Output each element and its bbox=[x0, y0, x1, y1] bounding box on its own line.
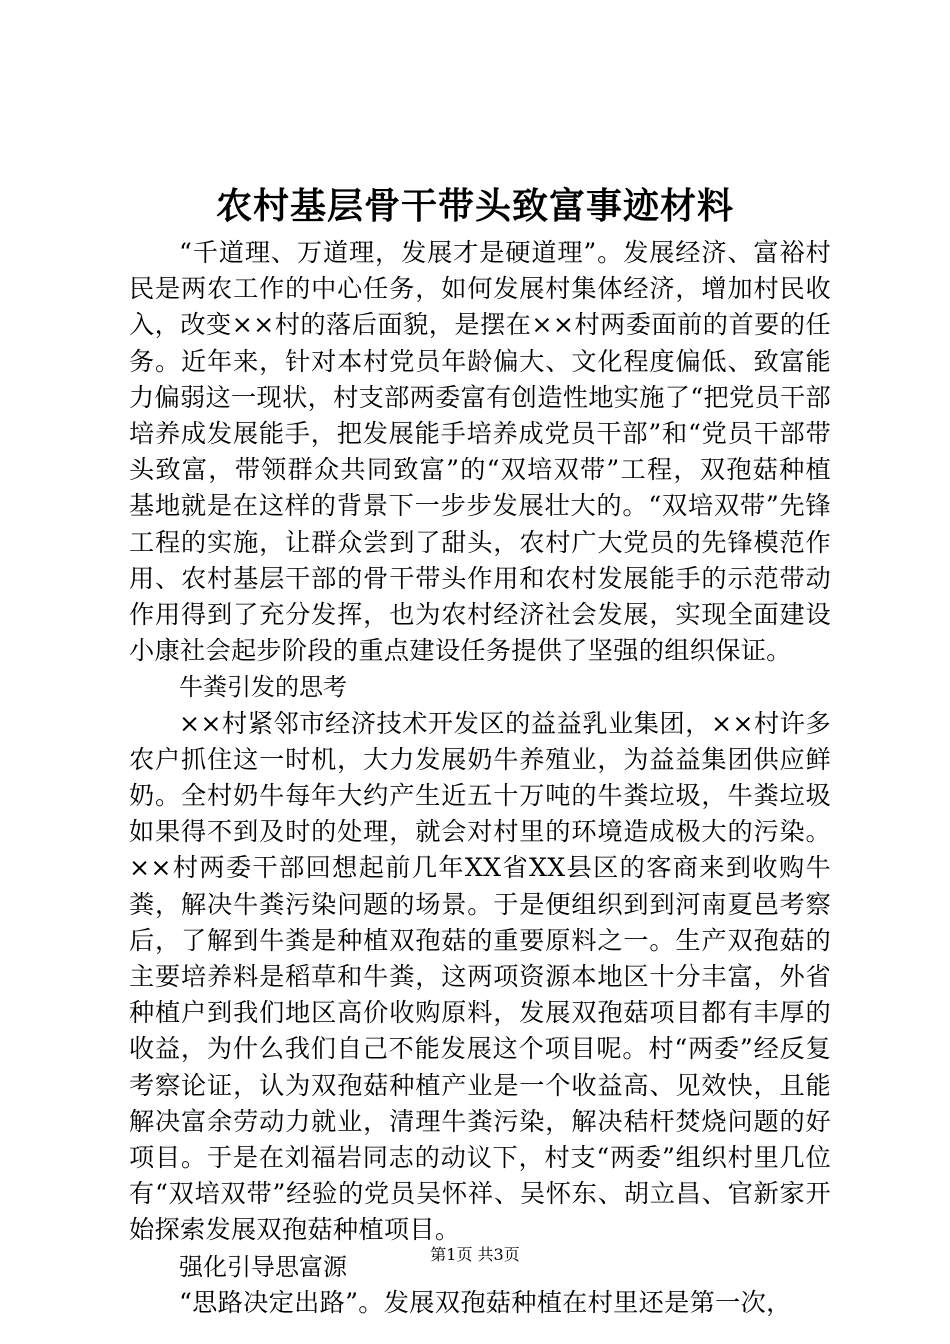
document-title: 农村基层骨干带头致富事迹材料 bbox=[215, 185, 734, 227]
section-heading-guidance: 强化引导思富源 bbox=[179, 1252, 347, 1281]
document-body bbox=[129, 235, 831, 1321]
paragraph-intro: “千道理、万道理，发展才是硬道理”。发展经济、富裕村民是两农工作的中心任务，如何发展村集体经济，增加村民收入，改变××村的落后面貌，是摆在××村两委面前的首要的任务。近年来，针对本村党员年龄偏大、文化程度偏低、致富能力偏弱这一现状，村支部两委富有创造性地实施了“把党员干部培养成发展能手，把发展能手培养成党员干部”和“党员干部带头致富，带领群众共同致富”的“双培双带”工程，双孢菇种植基地就是在这样的背景下一步步发展壮大的。“双培双带”先锋工程的实施，让群众尝到了甜头，农村广大党员的先锋模范作用、农村基层干部的骨干带头作用和农村发展能手的示范带动作用得到了充分发挥，也为农村经济社会发展，实现全面建设小康社会起步阶段的重点建设任务提供了坚强的组织保证。 bbox=[129, 238, 831, 666]
paragraph-guidance: “思路决定出路”。发展双孢菇种植在村里还是第一次， bbox=[179, 1287, 792, 1317]
section-heading-cow-dung: 牛粪引发的思考 bbox=[179, 673, 347, 702]
page-number-footer: 第1页 共3页 bbox=[430, 1245, 520, 1264]
paragraph-cow-dung: ××村紧邻市经济技术开发区的益益乳业集团，××村许多农户抓住这一时机，大力发展奶牛养殖业，为益益集团供应鲜奶。全村奶牛每年大约产生近五十万吨的牛粪垃圾，牛粪垃圾如果得不到及时的处理，就会对村里的环境造成极大的污染。××村两委干部回想起前几年XX省XX县区的客商来到收购牛粪，解决牛粪污染问题的场景。于是便组织到到河南夏邑考察后，了解到牛粪是种植双孢菇的重要原料之一。生产双孢菇的主要培养料是稻草和牛粪，这两项资源本地区十分丰富，外省种植户到我们地区高价收购原料，发展双孢菇项目都有丰厚的收益，为什么我们自己不能发展这个项目呢。村“两委”经反复考察论证，认为双孢菇种植产业是一个收益高、见效快，且能解决富余劳动力就业，清理牛粪污染，解决秸杆焚烧问题的好项目。于是在刘福岩同志的动议下，村支“两委”组织村里几位有“双培双带”经验的党员吴怀祥、吴怀东、胡立昌、官新家开始探索发展双孢菇种植项目。 bbox=[129, 708, 831, 1245]
